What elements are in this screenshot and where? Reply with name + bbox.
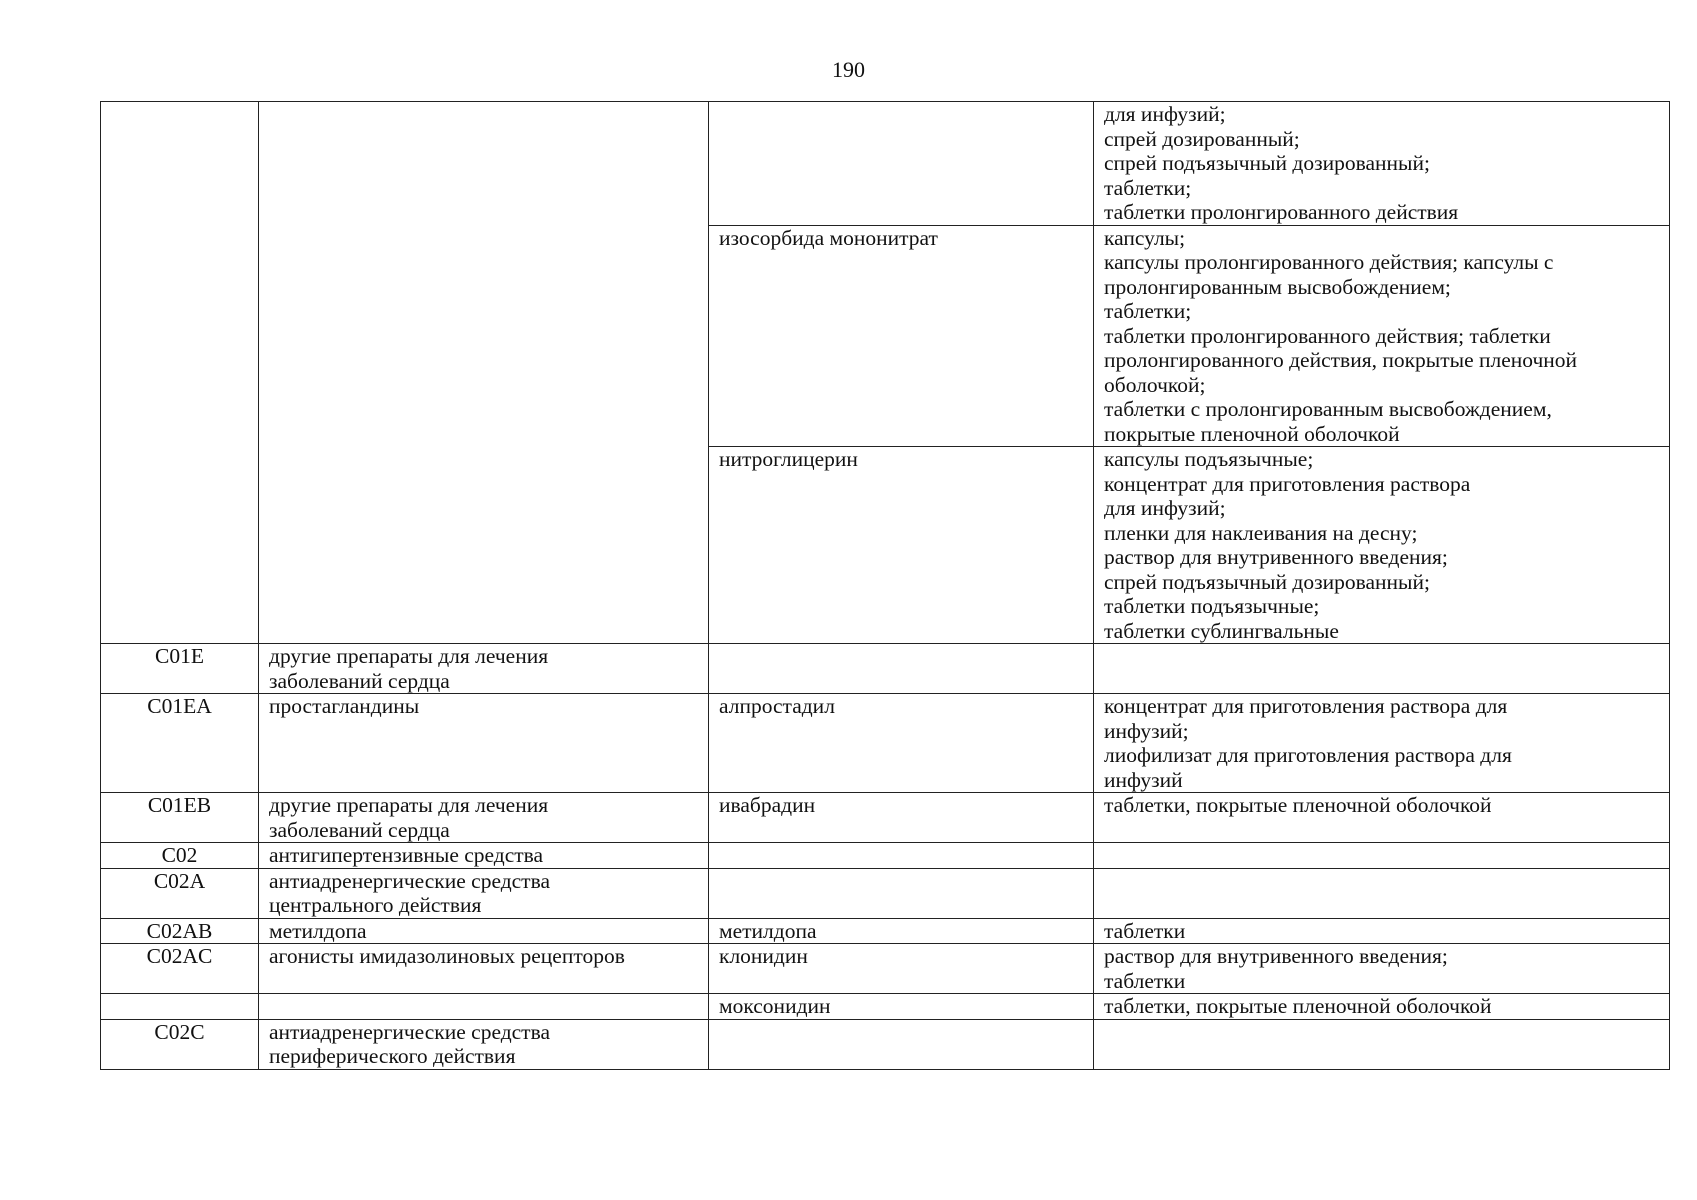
atc-code-cell (101, 868, 259, 918)
dosage-form-cell (1094, 868, 1670, 918)
anatomical-therapeutic-group-cell (259, 1019, 709, 1069)
dosage-form-cell-line: раствор для внутривенного введения; (1104, 545, 1448, 569)
anatomical-therapeutic-group-cell (259, 868, 709, 918)
anatomical-therapeutic-group-cell (259, 994, 709, 1020)
drug-name-cell (709, 644, 1094, 694)
anatomical-therapeutic-group-cell (259, 944, 709, 994)
atc-code: C02C (154, 1019, 205, 1044)
dosage-form-cell (1094, 843, 1670, 869)
dosage-form-cell (1094, 102, 1670, 226)
dosage-form-cell-line: пролонгированного действия, покрытые пленочной (1104, 348, 1578, 372)
dosage-form-cell (1094, 694, 1670, 793)
drug-name-cell (709, 694, 1094, 793)
dosage-form-cell-line: капсулы подъязычные; (1104, 447, 1314, 471)
atc-code-cell (101, 843, 259, 869)
table-row (101, 944, 1670, 994)
atc-code-cell (101, 694, 259, 793)
table-row (101, 994, 1670, 1020)
anatomical-therapeutic-group-cell-line: другие препараты для лечения (269, 644, 549, 668)
anatomical-therapeutic-group-cell (259, 644, 709, 694)
drug-name: метилдопа (719, 918, 817, 943)
atc-code-cell (101, 1019, 259, 1069)
atc-code: C01EA (147, 694, 212, 718)
dosage-form-cell-line: таблетки, покрытые пленочной оболочкой (1104, 994, 1492, 1018)
atc-code-cell (101, 994, 259, 1020)
dosage-form-cell (1094, 447, 1670, 644)
dosage-form-cell-line: таблетки, покрытые пленочной оболочкой (1104, 793, 1492, 817)
dosage-form-cell-line: спрей дозированный; (1104, 126, 1300, 151)
drug-name: изосорбида мононитрат (719, 225, 938, 250)
drug-name: клонидин (719, 944, 808, 968)
dosage-form-cell (1094, 225, 1670, 447)
dosage-form-cell-line: раствор для внутривенного введения; (1104, 944, 1448, 968)
drug-name-cell (709, 447, 1094, 644)
drug-name: моксонидин (719, 994, 831, 1018)
dosage-form-cell-line: таблетки пролонгированного действия; таблетки (1104, 323, 1551, 348)
drug-name-cell (709, 918, 1094, 944)
table-body (101, 102, 1670, 1070)
drug-name-cell (709, 843, 1094, 869)
atc-code-cell (101, 793, 259, 843)
atc-code-cell (101, 944, 259, 994)
dosage-form-cell-line: концентрат для приготовления раствора (1104, 471, 1471, 496)
table-row (101, 644, 1670, 694)
dosage-form-cell (1094, 1019, 1670, 1069)
dosage-form-cell (1094, 994, 1670, 1020)
atc-code: C01E (155, 644, 204, 668)
dosage-form-cell-line: инфузий; (1104, 718, 1189, 743)
anatomical-therapeutic-group-cell-line: метилдопа (269, 918, 367, 943)
drug-name-cell (709, 944, 1094, 994)
dosage-form-cell-line: таблетки пролонгированного действия (1104, 200, 1459, 224)
dosage-form-cell-line: таблетки; (1104, 175, 1192, 200)
dosage-form-cell-line: таблетки сублингвальные (1104, 618, 1339, 643)
table-row (101, 868, 1670, 918)
drug-name: ивабрадин (719, 793, 816, 817)
anatomical-therapeutic-group-cell (259, 102, 709, 644)
dosage-form-cell-line: пленки для наклеивания на десну; (1104, 520, 1418, 545)
drug-name-cell (709, 102, 1094, 226)
anatomical-therapeutic-group-cell (259, 694, 709, 793)
atc-code: C02AB (146, 918, 213, 943)
dosage-form-cell-line: таблетки подъязычные; (1104, 594, 1320, 618)
anatomical-therapeutic-group-cell-line: агонисты имидазолиновых рецепторов (269, 944, 625, 968)
dosage-form-cell (1094, 918, 1670, 944)
atc-code-cell (101, 102, 259, 644)
dosage-form-cell-line: таблетки (1104, 918, 1186, 943)
table-row (101, 694, 1670, 793)
dosage-form-cell-line: концентрат для приготовления раствора для (1104, 694, 1508, 718)
dosage-form-cell-line: для инфузий; (1104, 496, 1226, 520)
atc-code: C02 (161, 843, 198, 867)
anatomical-therapeutic-group-cell-line: антигипертензивные средства (269, 843, 544, 867)
atc-code: C02A (153, 868, 206, 893)
drug-name-cell (709, 1019, 1094, 1069)
dosage-form-cell-line: таблетки (1104, 968, 1186, 993)
drug-name-cell (709, 868, 1094, 918)
drug-name: нитроглицерин (719, 447, 858, 471)
dosage-form-cell-line: лиофилизат для приготовления раствора для (1104, 743, 1512, 767)
dosage-form-cell-line: для инфузий; (1104, 102, 1226, 126)
anatomical-therapeutic-group-cell-line: заболеваний сердца (269, 668, 450, 693)
dosage-form-cell (1094, 644, 1670, 694)
dosage-form-cell-line: таблетки с пролонгированным высвобождением, (1104, 397, 1552, 421)
anatomical-therapeutic-group-cell-line: антиадренергические средства (269, 868, 550, 893)
dosage-form-cell-line: инфузий (1104, 767, 1183, 792)
dosage-form-cell-line: пролонгированным высвобождением; (1104, 274, 1451, 299)
drug-name: алпростадил (719, 694, 835, 718)
anatomical-therapeutic-group-cell-line: заболеваний сердца (269, 817, 450, 842)
anatomical-therapeutic-group-cell-line: антиадренергические средства (269, 1019, 550, 1044)
anatomical-therapeutic-group-cell-line: другие препараты для лечения (269, 793, 549, 817)
dosage-form-cell (1094, 793, 1670, 843)
table-row (101, 102, 1670, 226)
table-row (101, 793, 1670, 843)
anatomical-therapeutic-group-cell (259, 918, 709, 944)
drug-name-cell (709, 994, 1094, 1020)
dosage-form-cell-line: покрытые пленочной оболочкой (1104, 421, 1400, 446)
dosage-form-cell (1094, 944, 1670, 994)
anatomical-therapeutic-group-cell-line: центрального действия (269, 893, 482, 917)
anatomical-therapeutic-group-cell (259, 843, 709, 869)
atc-code: C02AC (146, 944, 213, 968)
anatomical-therapeutic-group-cell-line: простагландины (269, 694, 420, 718)
table-row (101, 1019, 1670, 1069)
anatomical-therapeutic-group-cell-line: периферического действия (269, 1044, 516, 1068)
dosage-form-cell-line: оболочкой; (1104, 372, 1206, 397)
atc-code: C01EB (147, 793, 212, 817)
drug-table (100, 101, 1670, 1070)
table-row (101, 843, 1670, 869)
drug-name-cell (709, 793, 1094, 843)
dosage-form-cell-line: спрей подъязычный дозированный; (1104, 151, 1430, 175)
dosage-form-cell-line: таблетки; (1104, 299, 1192, 323)
dosage-form-cell-line: спрей подъязычный дозированный; (1104, 569, 1430, 594)
table-row (101, 918, 1670, 944)
dosage-form-cell-line: капсулы; (1104, 225, 1186, 250)
dosage-form-cell-line: капсулы пролонгированного действия; капсулы с (1104, 250, 1554, 274)
page-number: 190 (832, 57, 865, 82)
atc-code-cell (101, 918, 259, 944)
anatomical-therapeutic-group-cell (259, 793, 709, 843)
atc-code-cell (101, 644, 259, 694)
drug-name-cell (709, 225, 1094, 447)
